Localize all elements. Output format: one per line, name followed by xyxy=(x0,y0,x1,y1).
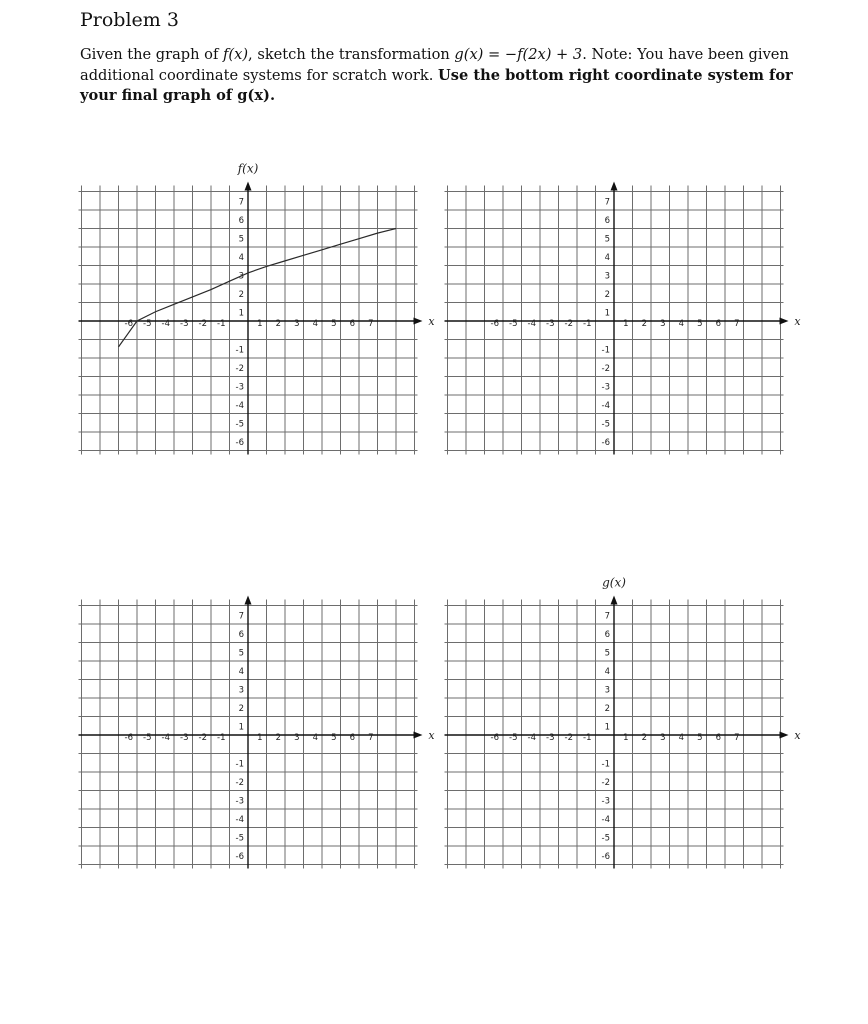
graph-f xyxy=(79,162,436,455)
x-tick-label: 2 xyxy=(275,733,281,743)
y-tick-label: -3 xyxy=(601,796,610,807)
x-tick-label: 4 xyxy=(312,733,318,743)
y-axis-arrow-icon xyxy=(245,182,252,191)
y-tick-label: 4 xyxy=(604,253,610,263)
y-tick-label: 7 xyxy=(604,611,610,622)
x-axis-arrow-icon xyxy=(780,318,789,325)
y-tick-label: 7 xyxy=(238,611,244,622)
graph-g xyxy=(445,576,802,869)
x-tick-label: -5 xyxy=(509,319,518,329)
x-tick-label: -2 xyxy=(198,319,207,329)
y-tick-label: -1 xyxy=(235,759,244,770)
x-tick-label: -2 xyxy=(198,733,207,743)
x-tick-label: 1 xyxy=(257,733,263,743)
y-tick-label: 6 xyxy=(604,216,610,226)
x-tick-label: 2 xyxy=(641,319,647,329)
y-tick-label: -6 xyxy=(601,852,610,862)
x-tick-label: -1 xyxy=(217,733,226,743)
x-tick-label: -2 xyxy=(564,733,573,743)
f-curve xyxy=(119,229,397,347)
y-tick-label: -5 xyxy=(235,419,244,430)
y-tick-label: -4 xyxy=(601,401,610,411)
y-tick-label: 5 xyxy=(604,648,610,659)
y-tick-label: 7 xyxy=(604,197,610,208)
y-tick-label: -1 xyxy=(601,759,610,770)
x-tick-label: 2 xyxy=(275,319,281,329)
note-text: . Note: You have been given additional coordinate systems for scratch work. xyxy=(80,46,789,84)
x-tick-label: -3 xyxy=(180,733,189,743)
final-instruction: Use the bottom right coordinate system for your final graph of g(x). xyxy=(80,66,793,104)
y-tick-label: 2 xyxy=(238,290,244,300)
x-tick-label: 5 xyxy=(697,733,703,743)
graph-scratch-1 xyxy=(445,182,802,455)
x-tick-label: 7 xyxy=(368,733,374,743)
x-axis-label: x xyxy=(428,729,435,742)
y-tick-label: 5 xyxy=(604,234,610,245)
x-tick-label: -5 xyxy=(143,733,152,743)
y-tick-label: -4 xyxy=(601,815,610,825)
y-tick-label: -2 xyxy=(235,364,244,374)
x-tick-label: 2 xyxy=(641,733,647,743)
x-tick-label: 4 xyxy=(678,733,684,743)
x-tick-label: -3 xyxy=(546,733,555,743)
intro-text: Given the graph of xyxy=(80,46,224,63)
y-tick-label: -2 xyxy=(601,778,610,788)
y-tick-label: 5 xyxy=(238,234,244,245)
y-tick-label: 2 xyxy=(238,704,244,714)
y-tick-label: 4 xyxy=(238,667,244,677)
y-tick-label: -5 xyxy=(601,419,610,430)
y-tick-label: -3 xyxy=(601,382,610,393)
x-tick-label: 1 xyxy=(257,319,263,329)
graph-title: g(x) xyxy=(602,575,626,590)
x-axis-arrow-icon xyxy=(414,732,423,739)
x-tick-label: 7 xyxy=(368,319,374,329)
x-tick-label: 7 xyxy=(734,319,740,329)
y-tick-label: 6 xyxy=(604,630,610,640)
x-tick-label: 3 xyxy=(660,733,666,743)
y-tick-label: -5 xyxy=(235,833,244,844)
x-tick-label: 5 xyxy=(331,319,337,329)
x-tick-label: -6 xyxy=(490,733,499,743)
y-tick-label: 4 xyxy=(604,667,610,677)
y-tick-label: -5 xyxy=(601,833,610,844)
x-tick-label: 6 xyxy=(349,319,355,329)
x-tick-label: -1 xyxy=(217,319,226,329)
x-tick-label: -2 xyxy=(564,319,573,329)
y-tick-label: 1 xyxy=(604,722,610,733)
y-tick-label: -3 xyxy=(235,382,244,393)
x-axis-arrow-icon xyxy=(414,318,423,325)
x-tick-label: 6 xyxy=(715,733,721,743)
y-tick-label: 6 xyxy=(238,630,244,640)
x-tick-label: 4 xyxy=(678,319,684,329)
transformation-math: g(x) = −f(2x) + 3 xyxy=(454,46,583,63)
y-tick-label: 1 xyxy=(238,722,244,733)
mid-text: , sketch the transformation xyxy=(248,46,455,63)
x-tick-label: -4 xyxy=(527,319,536,329)
y-tick-label: -1 xyxy=(235,345,244,356)
x-tick-label: 4 xyxy=(312,319,318,329)
x-tick-label: -3 xyxy=(546,319,555,329)
x-tick-label: 3 xyxy=(294,319,300,329)
y-tick-label: -6 xyxy=(235,852,244,862)
x-tick-label: 7 xyxy=(734,733,740,743)
x-tick-label: 6 xyxy=(349,733,355,743)
y-axis-arrow-icon xyxy=(245,596,252,605)
x-tick-label: -4 xyxy=(161,319,170,329)
x-tick-label: 5 xyxy=(331,733,337,743)
x-tick-label: 3 xyxy=(660,319,666,329)
x-tick-label: 3 xyxy=(294,733,300,743)
y-tick-label: 3 xyxy=(604,271,610,282)
graph-title: f(x) xyxy=(237,161,259,176)
y-tick-label: -6 xyxy=(601,438,610,448)
x-tick-label: 6 xyxy=(715,319,721,329)
y-tick-label: 6 xyxy=(238,216,244,226)
y-tick-label: 7 xyxy=(238,197,244,208)
x-tick-label: -4 xyxy=(161,733,170,743)
x-tick-label: -3 xyxy=(180,319,189,329)
x-tick-label: 1 xyxy=(623,733,629,743)
y-tick-label: -1 xyxy=(601,345,610,356)
y-tick-label: 1 xyxy=(604,308,610,319)
x-axis-label: x xyxy=(428,315,435,328)
x-tick-label: -6 xyxy=(124,319,133,329)
y-tick-label: 3 xyxy=(238,685,244,696)
y-tick-label: 3 xyxy=(604,685,610,696)
x-tick-label: -5 xyxy=(509,733,518,743)
y-tick-label: -2 xyxy=(601,364,610,374)
x-tick-label: 1 xyxy=(623,319,629,329)
y-tick-label: -3 xyxy=(235,796,244,807)
y-tick-label: 5 xyxy=(238,648,244,659)
y-tick-label: 1 xyxy=(238,308,244,319)
problem-title: Problem 3 xyxy=(80,9,179,31)
y-tick-label: -4 xyxy=(235,815,244,825)
x-tick-label: -4 xyxy=(527,733,536,743)
x-tick-label: -6 xyxy=(124,733,133,743)
x-tick-label: -1 xyxy=(583,319,592,329)
x-tick-label: -5 xyxy=(143,319,152,329)
y-tick-label: 3 xyxy=(238,271,244,282)
y-axis-arrow-icon xyxy=(611,596,618,605)
graph-scratch-2 xyxy=(79,596,436,869)
x-tick-label: 5 xyxy=(697,319,703,329)
y-tick-label: 2 xyxy=(604,704,610,714)
x-tick-label: -1 xyxy=(583,733,592,743)
x-axis-label: x xyxy=(794,729,801,742)
fx-math: f(x) xyxy=(223,46,249,63)
y-tick-label: 4 xyxy=(238,253,244,263)
y-tick-label: 2 xyxy=(604,290,610,300)
y-tick-label: -6 xyxy=(235,438,244,448)
x-axis-label: x xyxy=(794,315,801,328)
y-tick-label: -4 xyxy=(235,401,244,411)
y-tick-label: -2 xyxy=(235,778,244,788)
y-axis-arrow-icon xyxy=(611,182,618,191)
x-axis-arrow-icon xyxy=(780,732,789,739)
x-tick-label: -6 xyxy=(490,319,499,329)
